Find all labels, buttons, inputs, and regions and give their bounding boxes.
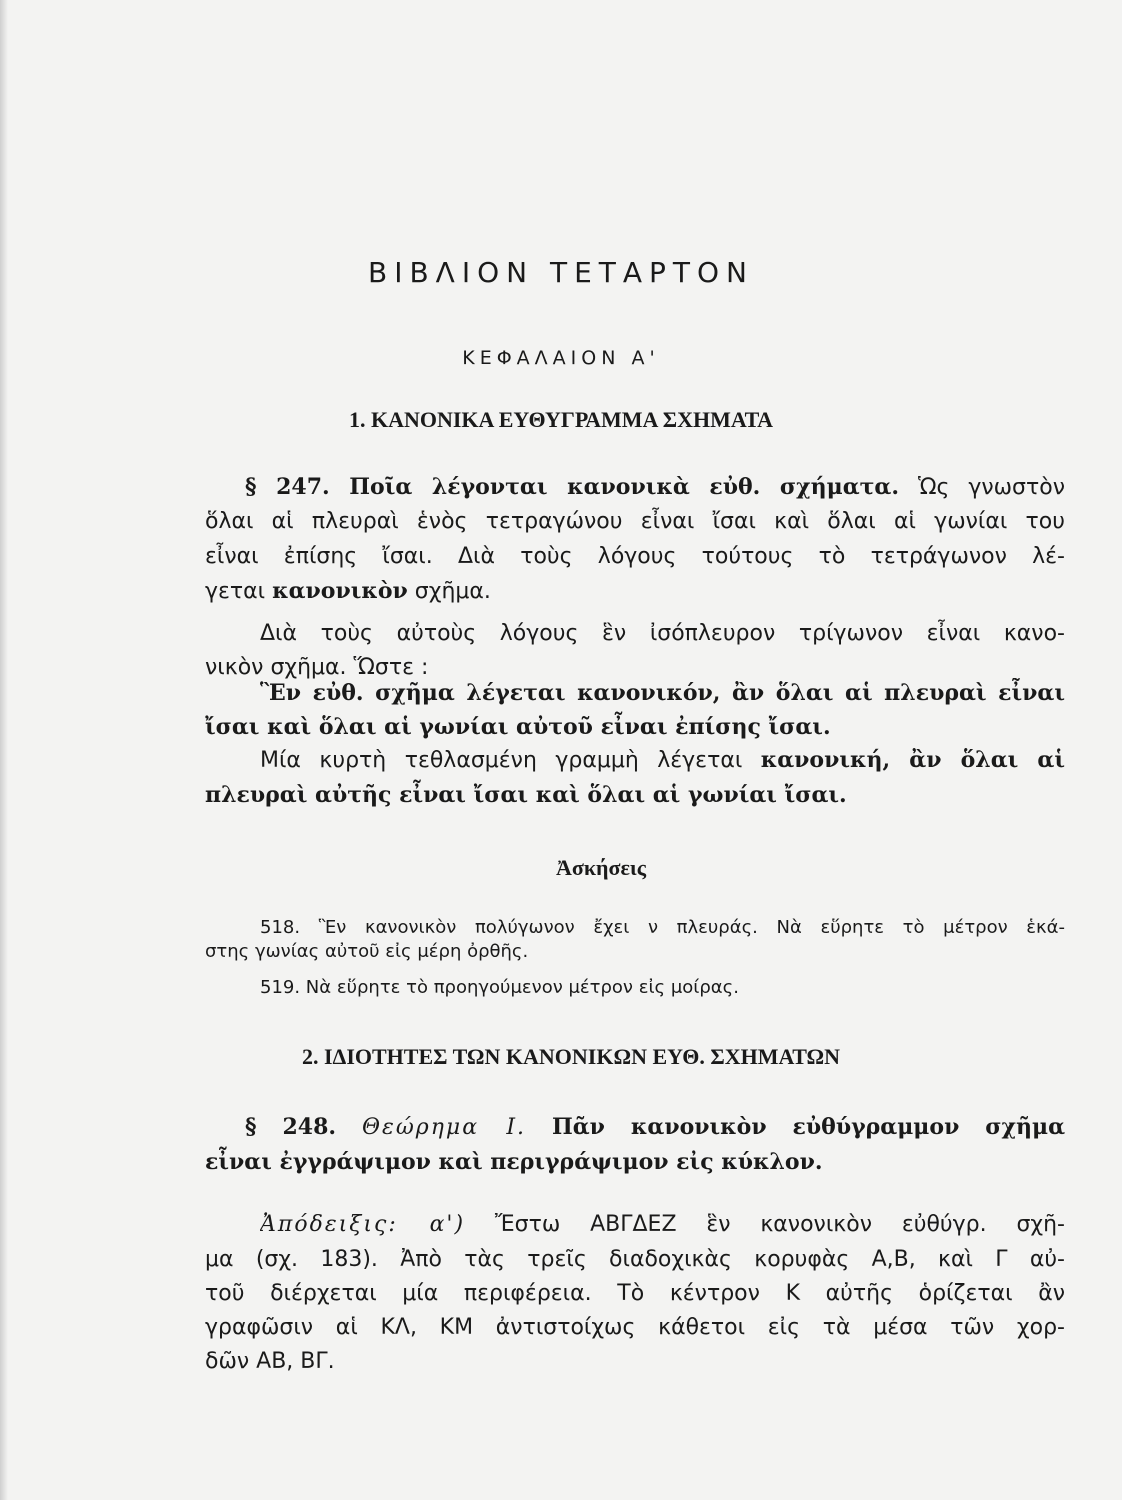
proof-line: [260, 1210, 1065, 1240]
text: εἶναι ἐπίσης ἴσαι. Διὰ τοὺς λόγους τούτους τὸ τετράγωνον λέ-: [205, 544, 1065, 569]
text: 519. Νὰ εὕρητε τὸ προηγούμενον μέτρον εἰς μοίρας.: [260, 977, 739, 998]
exercise-519-line: [260, 976, 1065, 1000]
proof-line: [205, 1313, 1065, 1343]
text: Ἔστω ΑΒΓΔΕΖ ἓν κανονικὸν εὐθύγρ. σχῆ-: [465, 1212, 1065, 1237]
text: Μία κυρτὴ τεθλασμένη γραμμὴ λέγεται: [260, 748, 761, 773]
bold-text: εἶναι ἐγγράψιμον καὶ περιγράψιμον εἰς κύκλον.: [205, 1149, 823, 1175]
section-2-title: 2. ΙΔΙΟΤΗΤΕΣ ΤΩΝ ΚΑΝΟΝΙΚΩΝ ΕΥΘ. ΣΧΗΜΑΤΩΝ: [301, 1044, 841, 1069]
definition-polyline-line: [260, 745, 1065, 775]
chapter-title: ΚΕΦΑΛΑΙΟΝ Α': [462, 347, 660, 369]
proof-line: [205, 1279, 1065, 1309]
bold-text: κανονικὸν: [272, 578, 408, 604]
bold-text: Ἓν εὐθ. σχῆμα λέγεται κανονικόν, ἂν ὅλαι αἱ πλευραὶ εἶναι: [260, 680, 1065, 706]
proof-line: [205, 1245, 1065, 1275]
bold-text: § 248.: [245, 1114, 362, 1140]
text: στης γωνίας αὐτοῦ εἰς μέρη ὀρθῆς.: [205, 941, 529, 962]
definition-line: [205, 712, 1065, 743]
section-1-title: 1. ΚΑΝΟΝΙΚΑ ΕΥΘΥΓΡΑΜΜΑ ΣΧΗΜΑΤΑ: [348, 407, 774, 432]
text: Διὰ τοὺς αὐτοὺς λόγους ἓν ἰσόπλευρον τρίγωνον εἶναι κανο-: [260, 621, 1065, 646]
bold-text: § 247. Ποῖα λέγονται κανονικὰ εὐθ. σχήματα.: [245, 474, 900, 500]
theorem-248-line: [205, 1147, 1065, 1178]
text: νικὸν σχῆμα. Ὥστε :: [205, 655, 429, 680]
theorem-248-line: [245, 1112, 1065, 1142]
text: δῶν ΑΒ, ΒΓ.: [205, 1349, 335, 1374]
text: γεται: [205, 579, 273, 604]
text: Ὡς γνωστὸν: [899, 475, 1065, 500]
exercises-title: Ἀσκήσεις: [555, 855, 647, 880]
para-247-line: [205, 576, 1065, 607]
definition-polyline-line: [205, 780, 1065, 811]
para-247-line: [205, 542, 1065, 572]
text: γραφῶσιν αἱ ΚΛ, ΚΜ ἀντιστοίχως κάθετοι εἰς τὰ μέσα τῶν χορ-: [205, 1315, 1065, 1340]
page-edge-shadow: [0, 0, 8, 1500]
italic-text: Ἀπόδειξις: α'): [260, 1212, 466, 1237]
text: 518. Ἓν κανονικὸν πολύγωνον ἔχει ν πλευράς. Νὰ εὕρητε τὸ μέτρον ἑκά-: [260, 917, 1065, 938]
proof-line: [205, 1347, 1065, 1377]
text: ὅλαι αἱ πλευραὶ ἑνὸς τετραγώνου εἶναι ἴσαι καὶ ὅλαι αἱ γωνίαι του: [205, 509, 1065, 534]
italic-text: Θεώρημα Ι.: [362, 1115, 527, 1140]
para-247-line: [245, 472, 1065, 502]
para-247-line: [205, 507, 1065, 537]
bold-text: κανονική, ἂν ὅλαι αἱ: [760, 747, 1065, 773]
definition-line: [260, 678, 1065, 708]
para-247-line: [260, 619, 1065, 649]
text: σχῆμα.: [407, 579, 491, 604]
bold-text: ἴσαι καὶ ὅλαι αἱ γωνίαι αὐτοῦ εἶναι ἐπίσης ἴσαι.: [205, 714, 831, 740]
text: τοῦ διέρχεται μία περιφέρεια. Τὸ κέντρον Κ αὐτῆς ὁρίζεται ἂν: [205, 1281, 1065, 1306]
text: μα (σχ. 183). Ἀπὸ τὰς τρεῖς διαδοχικὰς κορυφὰς Α,Β, καὶ Γ αὐ-: [205, 1247, 1065, 1272]
exercise-518-line: [205, 940, 1065, 964]
book-title: ΒΙΒΛΙΟΝ ΤΕΤΑΡΤΟΝ: [368, 256, 754, 289]
bold-text: Πᾶν κανονικὸν εὐθύγραμμον σχῆμα: [526, 1114, 1065, 1140]
bold-text: πλευραὶ αὐτῆς εἶναι ἴσαι καὶ ὅλαι αἱ γωνίαι ἴσαι.: [205, 782, 847, 808]
